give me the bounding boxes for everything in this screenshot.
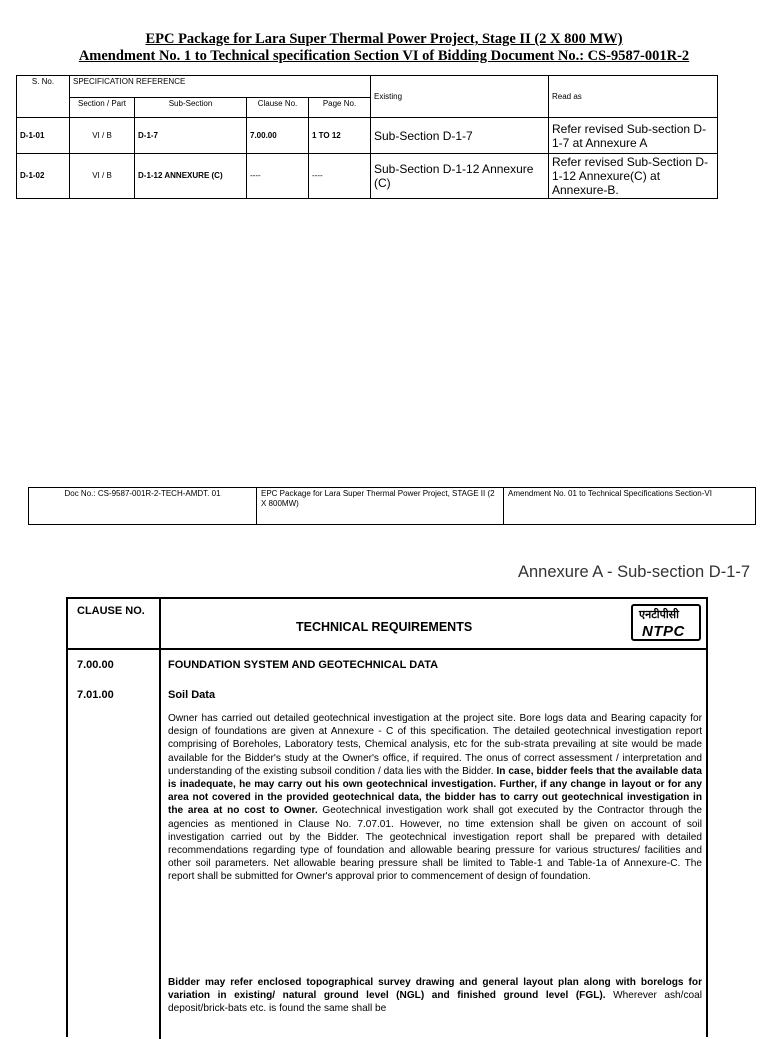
row-existing: Sub-Section D-1-12 Annexure (C)	[371, 154, 549, 199]
logo-underline	[639, 640, 695, 641]
row-page: ----	[309, 154, 371, 199]
column-divider	[159, 599, 161, 1039]
para2-text-b: Wherever ash/coal deposit/brick-bats etc. is found the same shall be	[168, 990, 702, 1015]
clause-no-header: CLAUSE NO.	[77, 605, 145, 617]
clause-number: 7.01.00	[77, 689, 114, 701]
header-sno: S. No.	[17, 76, 70, 118]
header-read-as: Read as	[549, 76, 718, 118]
header-section-part: Section / Part	[70, 98, 135, 118]
footer-package: EPC Package for Lara Super Thermal Power Project, STAGE II (2 X 800MW)	[257, 488, 504, 524]
document-footer	[28, 487, 756, 525]
row-subsection: D-1-12 ANNEXURE (C)	[135, 154, 247, 199]
ntpc-spec-page	[66, 597, 708, 1037]
row-clause: ----	[247, 154, 309, 199]
footer-amendment: Amendment No. 01 to Technical Specifications Section-VI	[508, 489, 712, 498]
ntpc-logo	[631, 604, 701, 641]
para2-text-bold: Bidder may refer enclosed topographical survey drawing and general layout plan along with borelogs for variation in existing/ natural ground level (NGL) and finished ground level (FGL).	[168, 977, 702, 1002]
logo-ntpc-text: NTPC	[642, 623, 685, 640]
row-sno: D-1-02	[17, 154, 70, 199]
row-page: 1 TO 12	[309, 118, 371, 154]
row-section: VI / B	[70, 154, 135, 199]
footer-doc-no: Doc No.: CS-9587-001R-2-TECH-AMDT. 01	[29, 488, 257, 524]
header-sub-section: Sub-Section	[135, 98, 247, 118]
header-spec-reference: SPECIFICATION REFERENCE	[70, 76, 371, 98]
table-row	[17, 154, 718, 199]
row-read-as: Refer revised Sub-Section D-1-12 Annexure(C) at Annexure-B.	[549, 154, 718, 199]
para1-text-bold: In case, bidder feels that the available data is inadequate, he may carry out his own geotechnical investigation. Further, if any change in layout or for any area not covered in the provided geotechnical data, the bidder has to carry out geotechnical investigation in the area at no cost to Owner.	[168, 765, 702, 817]
header-page-no: Page No.	[309, 98, 371, 118]
technical-requirements-header: TECHNICAL REQUIREMENTS	[296, 620, 473, 634]
row-section: VI / B	[70, 118, 135, 154]
row-read-as: Refer revised Sub-section D-1-7 at Annexure A	[549, 118, 718, 154]
document-subtitle: Amendment No. 1 to Technical specification Section VI of Bidding Document No.: CS-9587-001R-2	[78, 48, 690, 64]
para1-text-c: Geotechnical investigation work shall got executed by the Contractor through the agencies as mentioned in Clause No. 7.07.01. However, no time extension shall be given on account of soil investigation carried out by the Bidder. The geotechnical investigation report shall be prepared with detailed recommendations regarding type of foundation and allowable bearing pressure for various structures/ facilities and other soil parameters. Net allowable bearing pressure shall be limited to Table-1 and Table-1a of Annexure-C. The report shall be submitted for Owner's approval prior to commencement of design of foundation.	[168, 805, 702, 883]
header-existing: Existing	[371, 76, 549, 118]
header-clause-no: Clause No.	[247, 98, 309, 118]
table-row	[17, 118, 718, 154]
row-existing: Sub-Section D-1-7	[371, 118, 549, 154]
document-title: EPC Package for Lara Super Thermal Power Project, Stage II (2 X 800 MW)	[145, 31, 623, 47]
logo-devanagari-text: एनटीपीसी	[639, 609, 679, 621]
section-heading: Soil Data	[168, 689, 216, 701]
row-clause: 7.00.00	[247, 118, 309, 154]
row-subsection: D-1-7	[135, 118, 247, 154]
amendment-table	[16, 75, 718, 199]
clause-number: 7.00.00	[77, 659, 114, 671]
row-sno: D-1-01	[17, 118, 70, 154]
section-heading: FOUNDATION SYSTEM AND GEOTECHNICAL DATA	[168, 659, 439, 671]
para1-text-a: Owner has carried out detailed geotechnical investigation at the project site. Bore logs data and Bearing capacity for design of foundations are given at Annexure - C of this specification. The detailed geotechnical investigation report comprising of Boreholes, Laboratory tests, Chemical analysis, etc for the sub-strata prevailing at site would be made available for the Bidder's study at the Owner's office, if required. The onus of correct assessment / interpretation and understanding of the existing subsoil condition / data lies with the Bidder.	[168, 713, 702, 777]
annexure-title: Annexure A - Sub-section D-1-7	[518, 563, 751, 581]
soil-data-paragraph	[168, 712, 702, 884]
topographical-paragraph	[168, 976, 702, 1016]
